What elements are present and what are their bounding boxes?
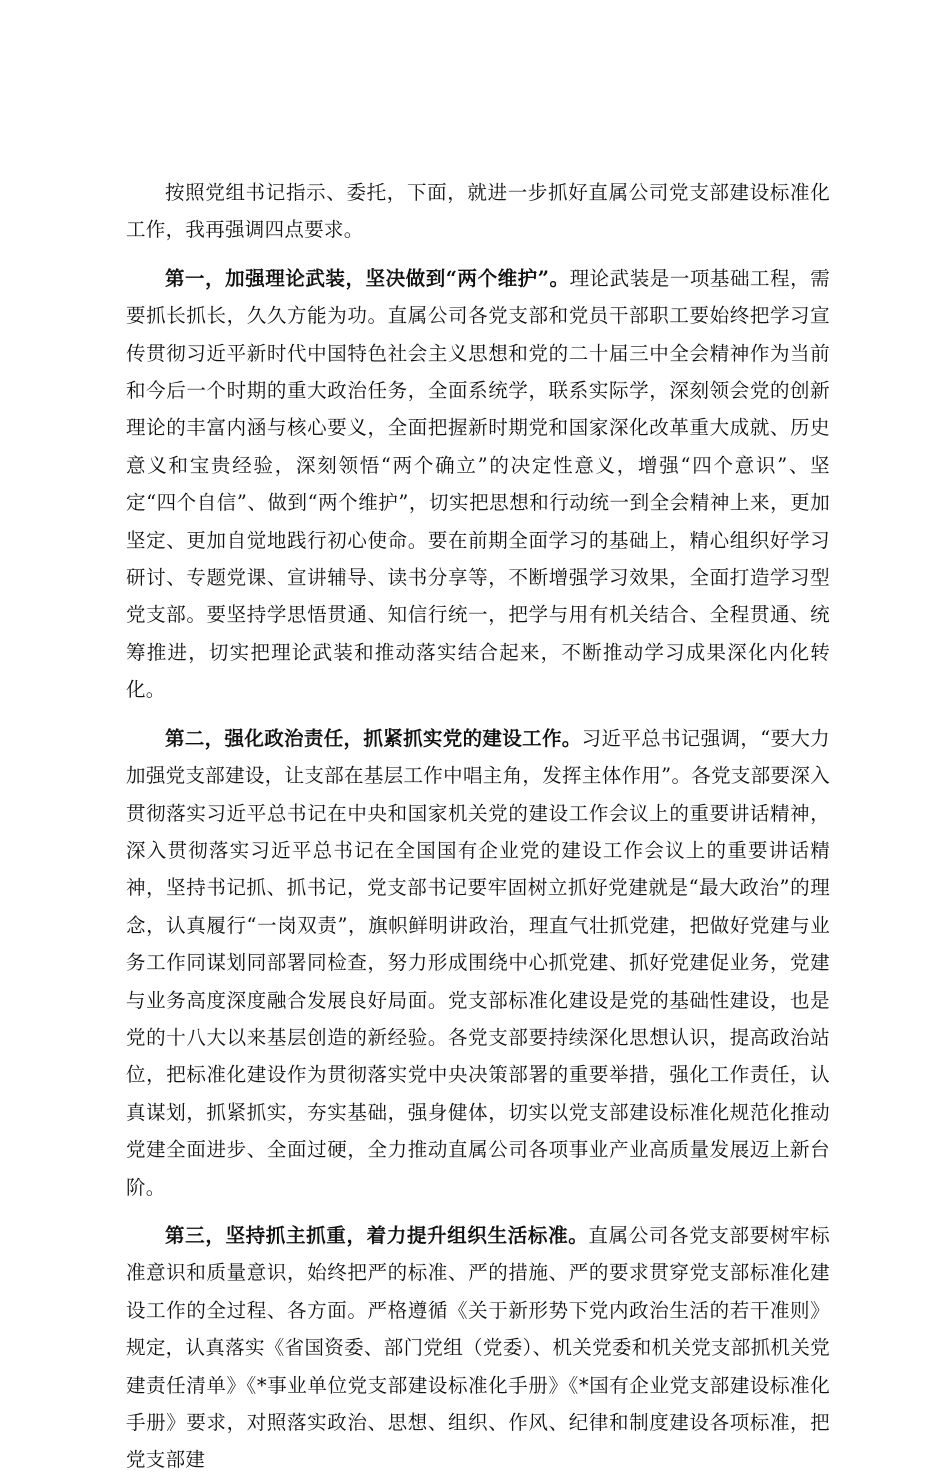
section-3-body: 直属公司各党支部要树牢标准意识和质量意识，始终把严的标准、严的措施、严的要求贯穿党支部标准化建设工作的全过程、各方面。严格遵循《关于新形势下党内政治生活的若干准则》规定，认真落实《省国资委、部门党组（党委）、机关党委和机关党支部抓机关党建责任清单》《*事业单位党支部建设标准化手册》《*国有企业党支部建设标准化手册》要求，对照落实政治、思想、组织、作风、纪律和制度建设各项标准，把党支部建: [126, 1223, 830, 1472]
section-1-paragraph: [126, 260, 830, 709]
section-3-heading: 第三，坚持抓主抓重，着力提升组织生活标准。: [165, 1223, 589, 1247]
section-3-paragraph: [126, 1217, 830, 1479]
section-2-heading: 第二，强化政治责任，抓紧抓实党的建设工作。: [165, 726, 582, 750]
document-page: [126, 174, 830, 1479]
intro-paragraph: 按照党组书记指示、委托，下面，就进一步抓好直属公司党支部建设标准化工作，我再强调四点要求。: [126, 181, 830, 242]
section-2-body: 习近平总书记强调，“要大力加强党支部建设，让支部在基层工作中唱主角，发挥主体作用”。各党支部要深入贯彻落实习近平总书记在中央和国家机关党的建设工作会议上的重要讲话精神，深入贯彻落实习近平总书记在全国国有企业党的建设工作会议上的重要讲话精神，坚持书记抓、抓书记，党支部书记要牢固树立抓好党建就是“最大政治”的理念，认真履行“一岗双责”，旗帜鲜明讲政治，理直气壮抓党建，把做好党建与业务工作同谋划同部署同检查，努力形成围绕中心抓党建、抓好党建促业务，党建与业务高度深度融合发展良好局面。党支部标准化建设是党的基础性建设，也是党的十八大以来基层创造的新经验。各党支部要持续深化思想认识，提高政治站位，把标准化建设作为贯彻落实党中央决策部署的重要举措，强化工作责任，认真谋划，抓紧抓实，夯实基础，强身健体，切实以党支部建设标准化规范化推动党建全面进步、全面过硬，全力推动直属公司各项事业产业高质量发展迈上新台阶。: [126, 726, 830, 1199]
section-1-heading: 第一，加强理论武装，坚决做到“两个维护”。: [165, 266, 570, 290]
section-1-body: 理论武装是一项基础工程，需要抓长抓长，久久方能为功。直属公司各党支部和党员干部职工要始终把学习宣传贯彻习近平新时代中国特色社会主义思想和党的二十届三中全会精神作为当前和今后一个时期的重大政治任务，全面系统学，联系实际学，深刻领会党的创新理论的丰富内涵与核心要义，全面把握新时期党和国家深化改革重大成就、历史意义和宝贵经验，深刻领悟“两个确立”的决定性意义，增强“四个意识”、坚定“四个自信”、做到“两个维护”，切实把思想和行动统一到全会精神上来，更加坚定、更加自觉地践行初心使命。要在前期全面学习的基础上，精心组织好学习研讨、专题党课、宣讲辅导、读书分享等，不断增强学习效果，全面打造学习型党支部。要坚持学思悟贯通、知信行统一，把学与用有机关结合、全程贯通、统筹推进，切实把理论武装和推动落实结合起来，不断推动学习成果深化内化转化。: [126, 266, 831, 702]
section-2-paragraph: [126, 720, 830, 1206]
